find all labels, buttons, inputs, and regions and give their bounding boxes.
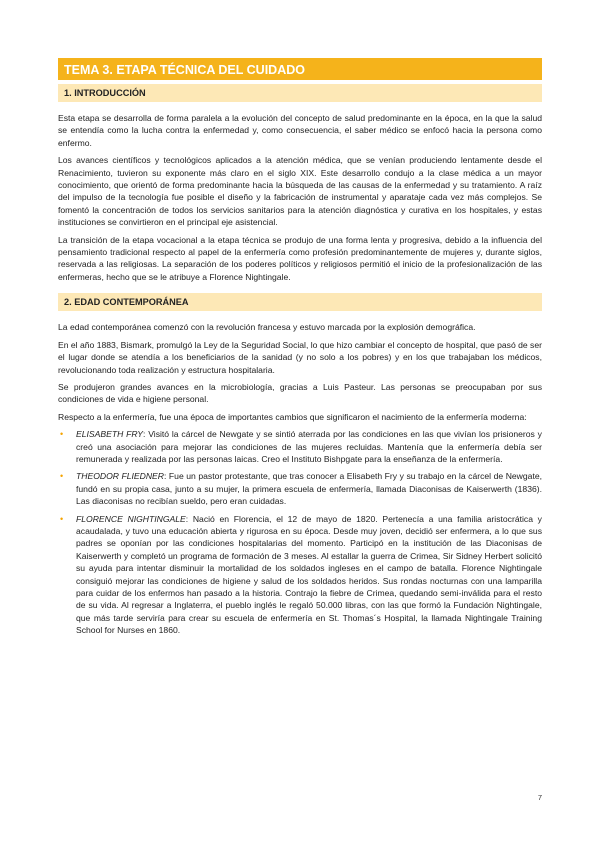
document-page [58,58,542,642]
chapter-title: TEMA 3. ETAPA TÉCNICA DEL CUIDADO [58,58,542,80]
person-name: THEODOR FLIEDNER [76,471,164,482]
bullet-icon: • [60,471,64,482]
list-item [58,428,542,465]
list-item [58,470,542,507]
list-item-text: : Nació en Florencia, el 12 de mayo de 1820. Pertenecía a una familia aristocrática y acaudalada, y tuvo una educación abierta y rigurosa en su época. Desde muy joven, decidió ser enfermera, a lo que sus padres se oponían por las condiciones hospitalarias del momento. Participó en la institución de las Diaconisas de Kaiserwerth y completó un programa de formación de 3 meses. Al estallar la guerra de Crimea, Sir Sidney Herbert solicitó su ayuda para intentar disminuir la mortalidad de los soldados ingleses en el campo de batalla. Florence Nightingale consiguió mejorar las condiciones de higiene y salud de los soldados heridos. Sus rondas nocturnas con una lamparilla para cuidar de los enfermos han pasado a la historia. Contrajo la fiebre de Crimea, quedando semi-inválida para el resto de su vida. Al regresar a Inglaterra, el pueblo inglés le regaló 50.000 libras, con las que formó la Fundación Nightingale, que más tarde serviría para crear su escuela de enfermería en St. Thomas´s Hospital, la llamada Nightingale Training School for Nurses en 1860. [76,513,542,636]
bullet-icon: • [60,429,64,440]
bullet-list [58,428,542,637]
paragraph: Se produjeron grandes avances en la microbiología, gracias a Luis Pasteur. Las personas se preocupaban por sus condiciones de vida e higiene personal. [58,381,542,405]
paragraph: La transición de la etapa vocacional a la etapa técnica se produjo de una forma lenta y progresiva, debido a la influencia del pensamiento tradicional respecto al papel de la enfermería como profesión predominantemente de mujeres y, durante siglos, reservada a las religiosas. La separación de los poderes políticos y religiosos permitió el inicio de la profesionalización de las enfermeras, hecho que se le atribuye a Florence Nightingale. [58,234,542,282]
paragraph: La edad contemporánea comenzó con la revolución francesa y estuvo marcada por la explosión demográfica. [58,322,476,333]
paragraph: Los avances científicos y tecnológicos aplicados a la atención médica, que se venían produciendo lentamente desde el Renacimiento, tuvieron su exponente más claro en el siglo XIX. Este desarrollo condujo a la clase médica a un mayor conocimiento, que orientó de forma predominante hacia la búsqueda de las causas de la enfermedad y su tratamiento. A raíz del impulso de la tecnología fue posible el diseño y la fabricación de instrumental y aparataje cada vez más complejos. Se fomentó la concentración de todos los servicios sanitarios para la atención diagnóstica y curativa en los hospitales, y estas instituciones se convirtieron en el principal eje asistencial. [58,155,542,228]
list-item [58,513,542,637]
list-item-text: : Visitó la cárcel de Newgate y se sintió aterrada por las condiciones en las que vivían los prisioneros y creó una asociación para mejorar las condiciones de las mujeres recluidas. Mantenía que la enfermería debía ser remunerada y realizada por las personas laicas. Creo el Instituto Bishpgate para la enseñanza de la enfermería. [76,429,542,464]
person-name: FLORENCE NIGHTINGALE [76,513,186,524]
section-heading-introduccion: 1. INTRODUCCIÓN [58,84,542,102]
section-heading-edad-contemporanea: 2. EDAD CONTEMPORÁNEA [58,293,542,311]
page-number: 7 [537,793,542,802]
paragraph: En el año 1883, Bismark, promulgó la Ley de la Seguridad Social, lo que hizo cambiar el concepto de hospital, que pasó de ser el lugar donde se atendía a los beneficiarios de la sanidad (y no solo a los pobres) y en los que trabajaban los médicos, revolucionando toda realización y estructura hospitalaria. [58,339,542,375]
person-name: ELISABETH FRY [76,429,143,440]
list-item-text: : Fue un pastor protestante, que tras conocer a Elisabeth Fry y su trabajo en la cárcel de Newgate, fundó en su propia casa, junto a su mujer, la primera escuela de enfermería, llamada Diaconisas de Kaiserwerth (1836). Las diaconisas no recibían sueldo, pero eran cuidadas. [76,471,542,507]
paragraph: Respecto a la enfermería, fue una época de importantes cambios que significaron el nacimiento de la enfermería moderna: [58,411,527,422]
paragraph: Esta etapa se desarrolla de forma paralela a la evolución del concepto de salud predominante en la época, en la que la salud se entendía como la lucha contra la enfermedad y, como consecuencia, el saber médico se enfocó hacia la persona como enfermo. [58,113,542,148]
bullet-icon: • [60,513,64,524]
